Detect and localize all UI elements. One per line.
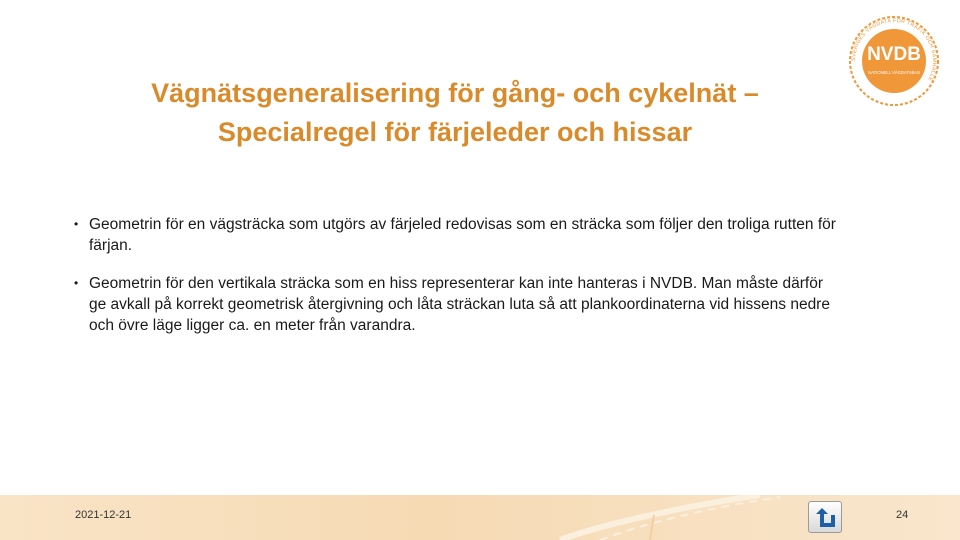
return-button[interactable] [808, 501, 842, 533]
bullet-symbol: • [74, 217, 79, 231]
bullet-list [72, 214, 842, 353]
bullet-text: Geometrin för en vägsträcka som utgörs av färjeled redovisas som en sträcka som följer den troliga rutten för färjan. [89, 216, 836, 254]
logo-ring-text: SVERIGES VÄGDATA FÖR TRAFIK OCH SAMHÄLLE [850, 17, 938, 82]
bullet-item [72, 273, 842, 336]
bullet-text: Geometrin för den vertikala sträcka som en hiss representerar kan inte hanteras i NVDB. Man måste därför ge avkall på korrekt geometrisk återgivning och låta sträckan luta så att plankoordinaterna vid hissens nedre och övre läge ligger ca. en meter från varandra. [89, 275, 830, 334]
footer-bar [0, 495, 960, 540]
bullet-item [72, 214, 842, 256]
slide-title-line-2: Specialregel för färjeleder och hissar [217, 117, 693, 147]
logo-subtext: NATIONELL VÄGDATABAS [868, 70, 920, 75]
slide-title-line-1: Vägnätsgeneralisering för gång- och cykelnät – [151, 78, 759, 108]
logo-text: NVDB [867, 44, 921, 65]
nvdb-logo [848, 15, 940, 107]
bullet-symbol: • [74, 276, 79, 290]
page-number: 24 [896, 509, 909, 521]
slide-title [60, 74, 850, 152]
footer-date: 2021-12-21 [75, 509, 132, 521]
return-arrow-icon [815, 507, 837, 529]
